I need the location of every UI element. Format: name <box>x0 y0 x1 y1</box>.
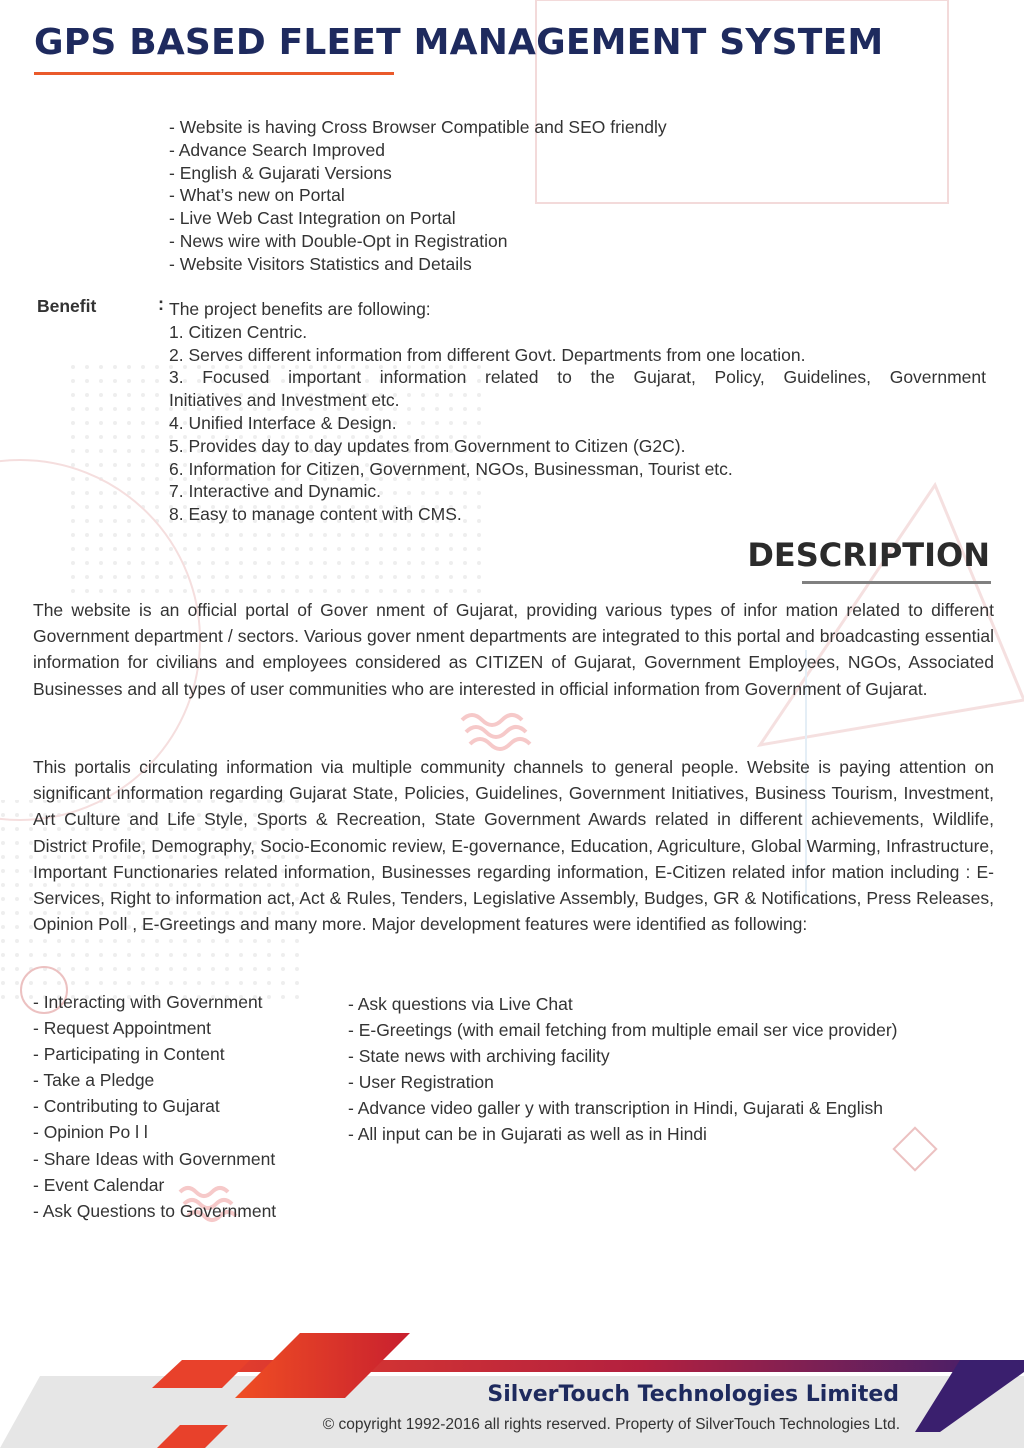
list-item: - Contributing to Gujarat <box>33 1096 220 1117</box>
list-item: - All input can be in Gujarati as well as in Hindi <box>348 1124 707 1145</box>
list-item: 1. Citizen Centric. <box>169 321 308 342</box>
description-paragraph-2: This portalis circulating information via multiple community channels to general people. Website is paying attention on significant information regarding Gujarat State, Policies, Guidelines, Government Initiatives, Business Tourism, Investment, Art Culture and Life Style, Sports & Recreation, State Government Awards related in different achievements, Wildlife, District Profile, Demography, Socio-Economic review, E-governance, Education, Agriculture, Global Warming, Infrastructure, Important Functionaries related information, Businesses regarding information, E-Citizen related infor mation including : E-Services, Right to information act, Act & Rules, Tenders, Legislative Assembly, Budges, GR & Notifications, Press Releases, Opinion Poll , E-Greetings and many more. Major development features were identified as following: <box>33 757 994 935</box>
top-feature-list <box>169 116 667 276</box>
list-item: - Website is having Cross Browser Compatible and SEO friendly <box>169 117 667 137</box>
list-item: Initiatives and Investment etc. <box>169 390 400 411</box>
list-item: 6. Information for Citizen, Government, NGOs, Businessman, Tourist etc. <box>169 458 733 479</box>
footer-company-name: SilverTouch Technologies Limited <box>487 1382 899 1407</box>
features-left-list <box>33 989 276 1224</box>
benefit-intro: The project benefits are following: <box>169 299 431 319</box>
list-item: 4. Unified Interface & Design. <box>169 412 397 433</box>
list-item: - English & Gujarati Versions <box>169 162 392 183</box>
list-item: - Website Visitors Statistics and Details <box>169 253 472 274</box>
list-item: - State news with archiving facility <box>348 1046 610 1067</box>
description-heading: DESCRIPTION <box>747 536 990 574</box>
list-item: - Ask questions via Live Chat <box>348 994 573 1014</box>
benefit-colon: : <box>158 294 164 314</box>
title-underline <box>34 72 394 75</box>
footer-copyright: © copyright 1992-2016 all rights reserved. Property of SilverTouch Technologies Ltd. <box>322 1416 900 1433</box>
list-item: - What’s new on Portal <box>169 185 345 206</box>
page-title: GPS BASED FLEET MANAGEMENT SYSTEM <box>34 22 884 63</box>
list-item: - Opinion Po l l <box>33 1122 148 1143</box>
list-item: 8. Easy to manage content with CMS. <box>169 504 462 525</box>
features-right-list <box>348 991 897 1148</box>
list-item: - News wire with Double-Opt in Registration <box>169 230 508 251</box>
list-item: - Share Ideas with Government <box>33 1148 276 1169</box>
list-item: - Advance Search Improved <box>169 139 385 160</box>
list-item: - Request Appointment <box>33 1018 212 1039</box>
description-paragraph-1: The website is an official portal of Gover nment of Gujarat, providing various types of infor mation related to different Government department / sectors. Various gover nment departments are integrated to this portal and broadcasting essential information for civilians and employees considered as CITIZEN of Gujarat, Government Employees, NGOs, Associated Businesses and all types of user communities who are interested in official information from Government of Gujarat. <box>33 600 994 699</box>
list-item: - Interacting with Government <box>33 992 263 1012</box>
description-underline <box>802 581 991 584</box>
list-item: - E-Greetings (with email fetching from multiple email ser vice provider) <box>348 1020 898 1041</box>
list-item: 3. Focused important information related to the Gujarat, Policy, Guidelines, Government <box>169 367 986 388</box>
benefit-list <box>169 298 986 526</box>
list-item: - Event Calendar <box>33 1174 165 1195</box>
list-item: - Ask Questions to Government <box>33 1200 277 1221</box>
list-item: - User Registration <box>348 1072 494 1093</box>
list-item: - Participating in Content <box>33 1044 225 1065</box>
list-item: 7. Interactive and Dynamic. <box>169 481 382 502</box>
list-item: 5. Provides day to day updates from Government to Citizen (G2C). <box>169 435 686 456</box>
list-item: - Take a Pledge <box>33 1070 155 1091</box>
deco-diamond <box>894 1128 936 1170</box>
list-item: 2. Serves different information from different Govt. Departments from one location. <box>169 344 806 365</box>
deco-squiggle-mid <box>462 715 530 749</box>
list-item: - Advance video galler y with transcription in Hindi, Gujarati & English <box>348 1098 883 1119</box>
benefit-label: Benefit <box>37 296 97 316</box>
list-item: - Live Web Cast Integration on Portal <box>169 208 456 229</box>
